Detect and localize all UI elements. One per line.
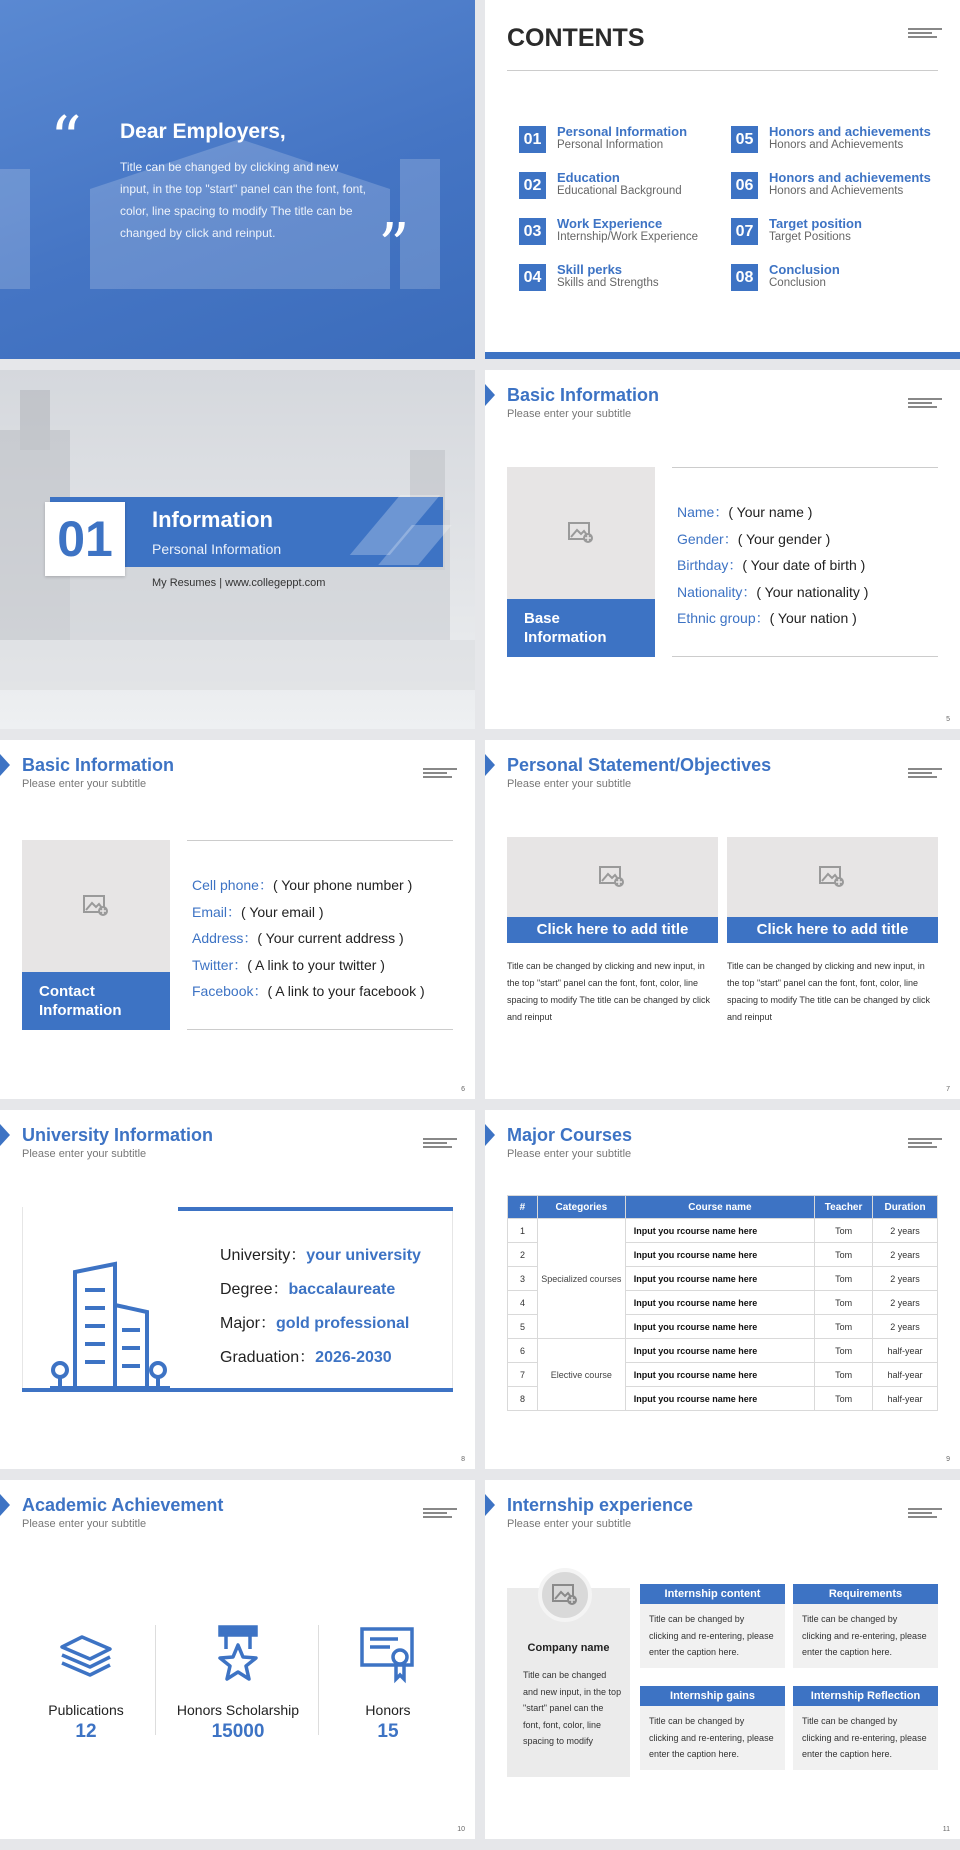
slide-title[interactable]: Academic Achievement: [22, 1495, 224, 1515]
row-number[interactable]: 2: [508, 1243, 538, 1267]
slide-personal-statement[interactable]: [485, 740, 960, 1099]
item-number: 02: [519, 172, 546, 199]
info-key: Name：: [677, 504, 729, 520]
page-number: 11: [942, 1826, 950, 1833]
contents-item[interactable]: [731, 216, 941, 248]
info-key: Cell phone：: [192, 877, 273, 893]
item-number: 03: [519, 218, 546, 245]
info-value: ( Your current address ): [257, 930, 404, 946]
table-header-row: [508, 1196, 938, 1219]
info-value: 2026-2030: [315, 1349, 392, 1366]
item-subtitle: Honors and Achievements: [769, 185, 904, 197]
accent-bar: [178, 1207, 453, 1211]
header-arrow-icon: [0, 754, 10, 776]
page-number: 7: [946, 1086, 950, 1093]
slide-subtitle[interactable]: Please enter your subtitle: [507, 1148, 632, 1160]
box-heading: Internship gains: [640, 1686, 785, 1706]
contents-item[interactable]: [519, 124, 729, 156]
info-row[interactable]: [187, 925, 453, 952]
duration-cell[interactable]: 2 years: [873, 1219, 938, 1243]
slide-subtitle[interactable]: Please enter your subtitle: [22, 1148, 147, 1160]
slide-subtitle[interactable]: Please enter your subtitle: [507, 1518, 632, 1530]
item-number: 07: [731, 218, 758, 245]
box-text: Title can be changed by clicking and re-entering, please enter the caption here.: [640, 1604, 785, 1668]
contents-title[interactable]: CONTENTS: [507, 24, 645, 52]
slide-title[interactable]: Basic Information: [507, 385, 660, 405]
slide-dear-employers[interactable]: [0, 0, 475, 359]
slide-subtitle[interactable]: Please enter your subtitle: [507, 778, 632, 790]
info-row[interactable]: [187, 978, 453, 1005]
add-image-icon[interactable]: [567, 521, 595, 545]
course-name[interactable]: Input you rcourse name here: [625, 1315, 814, 1339]
achievement-label: Honors Scholarship: [176, 1702, 300, 1718]
university-row[interactable]: [220, 1242, 421, 1265]
achievement-value: 12: [75, 1721, 97, 1742]
info-value: your university: [306, 1247, 421, 1264]
open-quote-icon: “: [50, 102, 82, 175]
info-row[interactable]: [672, 526, 938, 553]
info-row[interactable]: [187, 899, 453, 926]
courses-table: [507, 1195, 938, 1411]
company-logo-placeholder[interactable]: [538, 1568, 592, 1622]
info-value: baccalaureate: [288, 1281, 396, 1298]
item-subtitle: Conclusion: [769, 277, 826, 289]
info-value: ( A link to your facebook ): [267, 983, 425, 999]
university-row[interactable]: [220, 1344, 392, 1367]
row-number[interactable]: 7: [508, 1363, 538, 1387]
achievement-label: Publications: [48, 1702, 124, 1718]
add-image-icon[interactable]: [551, 1583, 579, 1607]
buildings-icon: [50, 1260, 170, 1390]
duration-cell[interactable]: half-year: [873, 1339, 938, 1363]
image-placeholder[interactable]: [727, 837, 938, 917]
image-placeholder[interactable]: [22, 840, 170, 972]
contents-item[interactable]: [731, 170, 941, 202]
info-value: ( Your date of birth ): [742, 557, 866, 573]
info-key: Twitter：: [192, 956, 248, 973]
info-key: Facebook：: [192, 983, 268, 999]
table-row: [508, 1339, 938, 1363]
item-subtitle: Educational Background: [557, 185, 682, 197]
row-number[interactable]: 1: [508, 1219, 538, 1243]
add-image-icon[interactable]: [598, 865, 626, 889]
course-name[interactable]: Input you rcourse name here: [625, 1339, 814, 1363]
item-title: Education: [557, 170, 620, 185]
internship-box[interactable]: [640, 1584, 785, 1668]
info-card: [22, 840, 170, 1030]
statement-column: [507, 837, 718, 1026]
logo-icon: [908, 1508, 942, 1518]
column-header[interactable]: Teacher: [815, 1196, 873, 1219]
header-arrow-icon: [0, 1124, 10, 1146]
statement-column: [727, 837, 938, 1026]
card-label[interactable]: Base Information: [507, 599, 655, 657]
course-name[interactable]: Input you rcourse name here: [625, 1387, 814, 1411]
certificate-icon: [358, 1623, 418, 1685]
info-key: Degree：: [220, 1281, 289, 1298]
achievement-item[interactable]: [168, 1623, 308, 1743]
row-number[interactable]: 5: [508, 1315, 538, 1339]
slide-subtitle[interactable]: Please enter your subtitle: [507, 408, 632, 420]
logo-icon: [908, 398, 942, 408]
teacher-cell[interactable]: Tom: [815, 1387, 873, 1411]
info-row[interactable]: [672, 552, 938, 579]
section-title[interactable]: Information: [152, 507, 273, 532]
slide-basic-information[interactable]: [485, 370, 960, 729]
slide-internship-experience[interactable]: [485, 1480, 960, 1839]
page-number: 10: [457, 1826, 465, 1833]
info-list: [187, 840, 453, 1030]
contents-item[interactable]: [519, 262, 729, 294]
duration-cell[interactable]: 2 years: [873, 1243, 938, 1267]
info-key: Major：: [220, 1315, 277, 1332]
box-heading: Internship Reflection: [793, 1686, 938, 1706]
item-title: Honors and achievements: [769, 124, 931, 139]
slide-academic-achievement[interactable]: [0, 1480, 475, 1839]
statement-text[interactable]: Title can be changed by clicking and new input, in the top "start" panel can the font, font, color, line spacing to modify The title can be changed by click and reinput: [727, 961, 930, 1022]
logo-icon: [908, 768, 942, 778]
divider: [155, 1625, 156, 1735]
column-header[interactable]: Duration: [873, 1196, 938, 1219]
box-heading: Internship content: [640, 1584, 785, 1604]
info-key: Nationality：: [677, 583, 757, 600]
add-image-icon[interactable]: [82, 894, 110, 918]
achievement-value: 15: [377, 1721, 399, 1742]
info-key: Birthday：: [677, 557, 743, 573]
item-subtitle: Personal Information: [557, 139, 664, 151]
item-subtitle: Honors and Achievements: [769, 139, 904, 151]
row-number[interactable]: 8: [508, 1387, 538, 1411]
logo-icon: [423, 1138, 457, 1148]
company-name[interactable]: Company name: [527, 1642, 610, 1654]
page-number: 6: [461, 1086, 465, 1093]
info-value: ( Your phone number ): [272, 877, 413, 893]
section-footer[interactable]: My Resumes | www.collegeppt.com: [152, 577, 326, 589]
accent-bar: [485, 352, 960, 359]
medal-icon: [208, 1623, 268, 1685]
course-name[interactable]: Input you rcourse name here: [625, 1219, 814, 1243]
info-row[interactable]: [187, 952, 453, 979]
page-number: 8: [461, 1456, 465, 1463]
company-description[interactable]: Title can be changed and new input, in the top "start" panel can the font, font, color, line spacing to modify: [523, 1670, 622, 1746]
statement-text[interactable]: Title can be changed by clicking and new input, in the top "start" panel can the font, font, color, line spacing to modify The title can be changed by click and reinput: [507, 961, 710, 1022]
info-card: [507, 467, 655, 657]
info-value: ( Your nationality ): [756, 583, 869, 600]
column-header[interactable]: Course name: [625, 1196, 814, 1219]
info-value: ( Your name ): [728, 504, 813, 520]
page-number: 9: [946, 1456, 950, 1463]
info-key: Gender：: [677, 530, 738, 547]
add-title-button[interactable]: Click here to add title: [727, 917, 938, 943]
info-list: [672, 467, 938, 657]
item-number: 05: [731, 126, 758, 153]
box-text: Title can be changed by clicking and re-entering, please enter the caption here.: [793, 1706, 938, 1770]
duration-cell[interactable]: 2 years: [873, 1315, 938, 1339]
close-quote-icon: ”: [378, 209, 410, 282]
info-row[interactable]: [187, 872, 453, 899]
contents-item[interactable]: [519, 216, 729, 248]
slide-title[interactable]: Internship experience: [507, 1495, 694, 1515]
teacher-cell[interactable]: Tom: [815, 1315, 873, 1339]
info-row[interactable]: [672, 605, 938, 632]
teacher-cell[interactable]: Tom: [815, 1339, 873, 1363]
info-row[interactable]: [672, 579, 938, 606]
header-arrow-icon: [485, 754, 495, 776]
slide-title[interactable]: Major Courses: [507, 1125, 633, 1145]
achievement-value: 15000: [211, 1721, 265, 1742]
teacher-cell[interactable]: Tom: [815, 1243, 873, 1267]
university-row[interactable]: [220, 1276, 395, 1299]
achievement-item[interactable]: [318, 1623, 458, 1743]
logo-icon: [423, 1508, 457, 1518]
info-value: ( A link to your twitter ): [247, 956, 385, 973]
column-header[interactable]: Categories: [537, 1196, 625, 1219]
info-value: gold professional: [276, 1315, 410, 1332]
item-title: Skill perks: [557, 262, 623, 277]
logo-icon: [908, 1138, 942, 1148]
slide-subtitle[interactable]: Please enter your subtitle: [22, 778, 147, 790]
internship-box[interactable]: [793, 1686, 938, 1770]
duration-cell[interactable]: half-year: [873, 1363, 938, 1387]
duration-cell[interactable]: half-year: [873, 1387, 938, 1411]
row-number[interactable]: 4: [508, 1291, 538, 1315]
logo-icon: [423, 768, 457, 778]
slide-contents[interactable]: [485, 0, 960, 359]
slide-university-information[interactable]: [0, 1110, 475, 1469]
item-title: Personal Information: [557, 124, 688, 139]
category-cell[interactable]: Specialized courses: [537, 1219, 625, 1339]
slide-major-courses[interactable]: [485, 1110, 960, 1469]
info-key: Email：: [192, 903, 242, 920]
slide-title[interactable]: Dear Employers,: [120, 120, 286, 143]
course-name[interactable]: Input you rcourse name here: [625, 1363, 814, 1387]
slide-body-text[interactable]: Title can be changed by clicking and new input, in the top "start" panel can the font, font, color, line spacing to modify The title can be changed by click and reinput.: [120, 160, 367, 240]
page-number: 5: [946, 716, 950, 723]
info-value: ( Your email ): [241, 903, 324, 920]
info-row[interactable]: [672, 499, 938, 526]
add-title-button[interactable]: Click here to add title: [507, 917, 718, 943]
box-heading: Requirements: [793, 1584, 938, 1604]
column-header[interactable]: #: [508, 1196, 538, 1219]
header-arrow-icon: [485, 1124, 495, 1146]
slide-title[interactable]: University Information: [22, 1125, 214, 1145]
course-name[interactable]: Input you rcourse name here: [625, 1291, 814, 1315]
divider: [507, 70, 938, 71]
section-subtitle[interactable]: Personal Information: [152, 541, 282, 557]
add-image-icon[interactable]: [818, 865, 846, 889]
item-title: Conclusion: [769, 262, 840, 277]
item-number: 01: [519, 126, 546, 153]
header-arrow-icon: [485, 1494, 495, 1516]
info-key: Ethnic group：: [677, 610, 770, 626]
slide-title[interactable]: Personal Statement/Objectives: [507, 755, 772, 775]
info-key: Address：: [192, 930, 258, 946]
publications-icon: [56, 1623, 116, 1685]
item-title: Target position: [769, 216, 862, 231]
slide-subtitle[interactable]: Please enter your subtitle: [22, 1518, 147, 1530]
box-text: Title can be changed by clicking and re-entering, please enter the caption here.: [793, 1604, 938, 1668]
item-number: 06: [731, 172, 758, 199]
item-number: 08: [731, 264, 758, 291]
item-subtitle: Skills and Strengths: [557, 277, 659, 289]
logo-icon: [908, 28, 942, 38]
table-row: [508, 1219, 938, 1243]
info-value: ( Your gender ): [737, 530, 831, 547]
internship-box[interactable]: [793, 1584, 938, 1668]
image-placeholder[interactable]: [507, 467, 655, 599]
item-title: Work Experience: [557, 216, 663, 231]
row-number[interactable]: 3: [508, 1267, 538, 1291]
item-number: 04: [519, 264, 546, 291]
header-arrow-icon: [0, 1494, 10, 1516]
item-subtitle: Internship/Work Experience: [557, 231, 699, 243]
header-arrow-icon: [485, 384, 495, 406]
duration-cell[interactable]: 2 years: [873, 1267, 938, 1291]
teacher-cell[interactable]: Tom: [815, 1363, 873, 1387]
info-value: ( Your nation ): [769, 610, 857, 626]
info-key: Graduation：: [220, 1349, 316, 1366]
box-text: Title can be changed by clicking and re-entering, please enter the caption here.: [640, 1706, 785, 1770]
slide-contact-information[interactable]: [0, 740, 475, 1099]
achievement-item[interactable]: [16, 1623, 156, 1743]
category-cell[interactable]: Elective course: [537, 1339, 625, 1411]
item-title: Honors and achievements: [769, 170, 931, 185]
teacher-cell[interactable]: Tom: [815, 1267, 873, 1291]
teacher-cell[interactable]: Tom: [815, 1219, 873, 1243]
duration-cell[interactable]: 2 years: [873, 1291, 938, 1315]
slide-section-information[interactable]: [0, 370, 475, 729]
course-name[interactable]: Input you rcourse name here: [625, 1243, 814, 1267]
achievement-label: Honors: [365, 1702, 411, 1718]
contents-item[interactable]: [731, 262, 941, 294]
row-number[interactable]: 6: [508, 1339, 538, 1363]
slide-title[interactable]: Basic Information: [22, 755, 175, 775]
image-placeholder[interactable]: [507, 837, 718, 917]
card-label[interactable]: Contact Information: [22, 972, 170, 1030]
internship-box[interactable]: [640, 1686, 785, 1770]
teacher-cell[interactable]: Tom: [815, 1291, 873, 1315]
section-number[interactable]: 01: [45, 502, 125, 576]
contents-item[interactable]: [519, 170, 729, 202]
item-subtitle: Target Positions: [769, 231, 851, 243]
contents-item[interactable]: [731, 124, 941, 156]
course-name[interactable]: Input you rcourse name here: [625, 1267, 814, 1291]
university-row[interactable]: [220, 1310, 409, 1333]
info-key: University：: [220, 1247, 307, 1264]
